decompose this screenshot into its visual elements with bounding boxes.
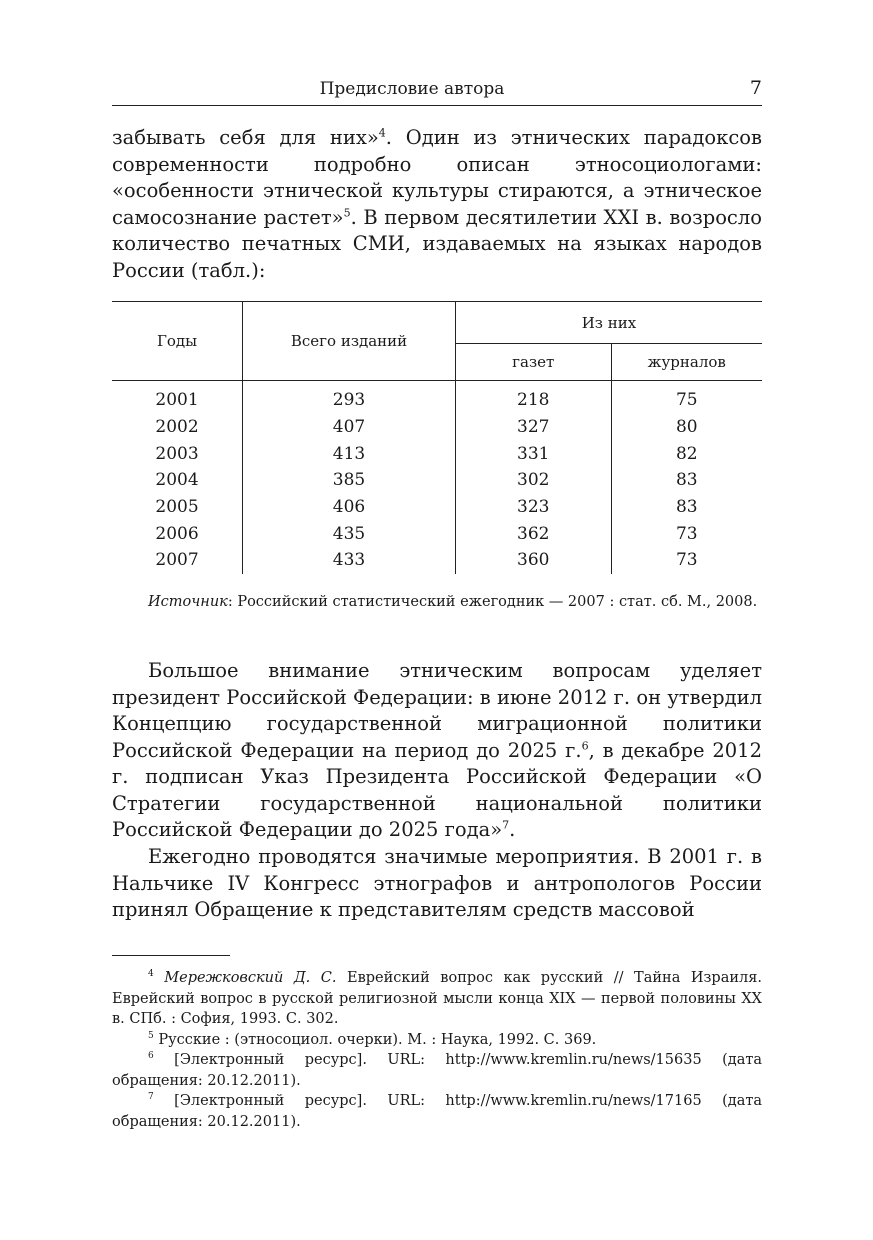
cell-year: 2005 [112, 494, 243, 521]
running-header [112, 77, 762, 106]
cell-newspapers: 327 [455, 414, 611, 441]
body-paragraph-2: Большое внимание этническим вопросам уделяет президент Российской Федерации: в июне 2012 г. он утвердил Концепцию государственной миграционной политики Российской Федерации на период до 2025 г.$^6$, в декабре 2012 г. подписан Указ Президента Российской Федерации «О Стратегии государственной национальной политики Российской Федерации до 2025 года»$^7$. [112, 659, 762, 841]
cell-magazines: 73 [675, 523, 698, 544]
cell-newspapers: 362 [455, 520, 611, 547]
footnote-number: 7 [148, 1092, 154, 1103]
cell-year: 2006 [112, 520, 243, 547]
col-header-years: Годы [112, 302, 243, 381]
col-header-group: Из них [455, 302, 762, 344]
cell-newspapers: 218 [455, 381, 611, 414]
footnote-4 [112, 968, 762, 1030]
cell-magazines: 75 [675, 390, 698, 411]
cell-total: 413 [243, 440, 456, 467]
source-label: Источник [148, 594, 228, 610]
cell-total: 433 [243, 547, 456, 574]
footnote-ref[interactable]: 5 [343, 206, 351, 219]
footnote-number: 6 [148, 1051, 154, 1062]
table-row [112, 467, 762, 494]
page-number: 7 [749, 77, 762, 99]
cell-year: 2003 [112, 440, 243, 467]
cell-newspapers: 302 [455, 467, 611, 494]
footnotes [112, 968, 762, 1132]
table-row [112, 414, 762, 441]
table-source-note: Источник: Российский статистический ежегодник — 2007 : стат. сб. М., 2008. [148, 594, 758, 610]
intro-paragraph: забывать себя для них»$^4$. Один из этнических парадоксов современности подробно описан этносоциологами: «особенности этнической культуры стираются, а этническое самосознание растет»$^5$. В первом десятилетии XXI в. возросло количество печатных СМИ, издаваемых на языках народов России (табл.): [112, 126, 763, 282]
cell-magazines: 83 [675, 497, 698, 518]
cell-newspapers: 323 [455, 494, 611, 521]
cell-total: 407 [243, 414, 456, 441]
table-row [112, 547, 762, 574]
footnote-ref[interactable]: 4 [378, 126, 386, 140]
cell-magazines: 82 [675, 443, 698, 464]
table-row [112, 381, 762, 414]
cell-year: 2004 [112, 467, 243, 494]
col-header-magazines: журналов [611, 344, 762, 381]
footnote-text: Еврейский вопрос как русский // Тайна Израиля. Еврейский вопрос в русской религиозной мысли конца XIX — первой половины XX в. СПб. : София, 1993. С. 302. [112, 970, 762, 1027]
cell-year: 2001 [112, 381, 243, 414]
footnote-7 [112, 1091, 762, 1132]
cell-total: 385 [243, 467, 456, 494]
body-paragraph-3: Ежегодно проводятся значимые мероприятия. В 2001 г. в Нальчике IV Конгресс этнографов и антропологов России принял Обращение к представителям средств массовой [112, 845, 762, 921]
table-row [112, 440, 762, 467]
table-row [112, 494, 762, 521]
cell-total: 406 [243, 494, 456, 521]
cell-year: 2007 [112, 547, 243, 574]
cell-newspapers: 331 [455, 440, 611, 467]
footnote-ref[interactable]: 7 [502, 818, 510, 832]
footnote-text: [Электронный ресурс]. URL: http://www.kremlin.ru/news/15635 (дата обращения: 20.12.2011). [112, 1052, 762, 1089]
cell-magazines: 80 [675, 417, 698, 438]
col-header-newspapers: газет [455, 344, 611, 381]
cell-year: 2002 [112, 414, 243, 441]
cell-total: 435 [243, 520, 456, 547]
cell-newspapers: 360 [455, 547, 611, 574]
footnote-divider [112, 955, 230, 956]
table-row [112, 520, 762, 547]
footnote-number: 4 [148, 969, 154, 980]
cell-magazines: 73 [675, 550, 698, 571]
footnote-text: Русские : (этносоциол. очерки). М. : Наука, 1992. С. 369. [158, 1031, 597, 1048]
cell-magazines: 83 [675, 470, 698, 491]
col-header-total: Всего изданий [243, 302, 456, 381]
footnote-6 [112, 1050, 762, 1091]
footnote-ref[interactable]: 6 [581, 739, 589, 752]
press-statistics-table [112, 301, 762, 574]
footnote-5 [112, 1030, 762, 1051]
cell-total: 293 [243, 381, 456, 414]
running-title: Предисловие автора [319, 79, 505, 99]
footnote-number: 5 [148, 1030, 154, 1041]
footnote-text: [Электронный ресурс]. URL: http://www.kremlin.ru/news/17165 (дата обращения: 20.12.2011). [112, 1093, 762, 1130]
footnote-author: Мережковский Д. С. [164, 970, 337, 986]
